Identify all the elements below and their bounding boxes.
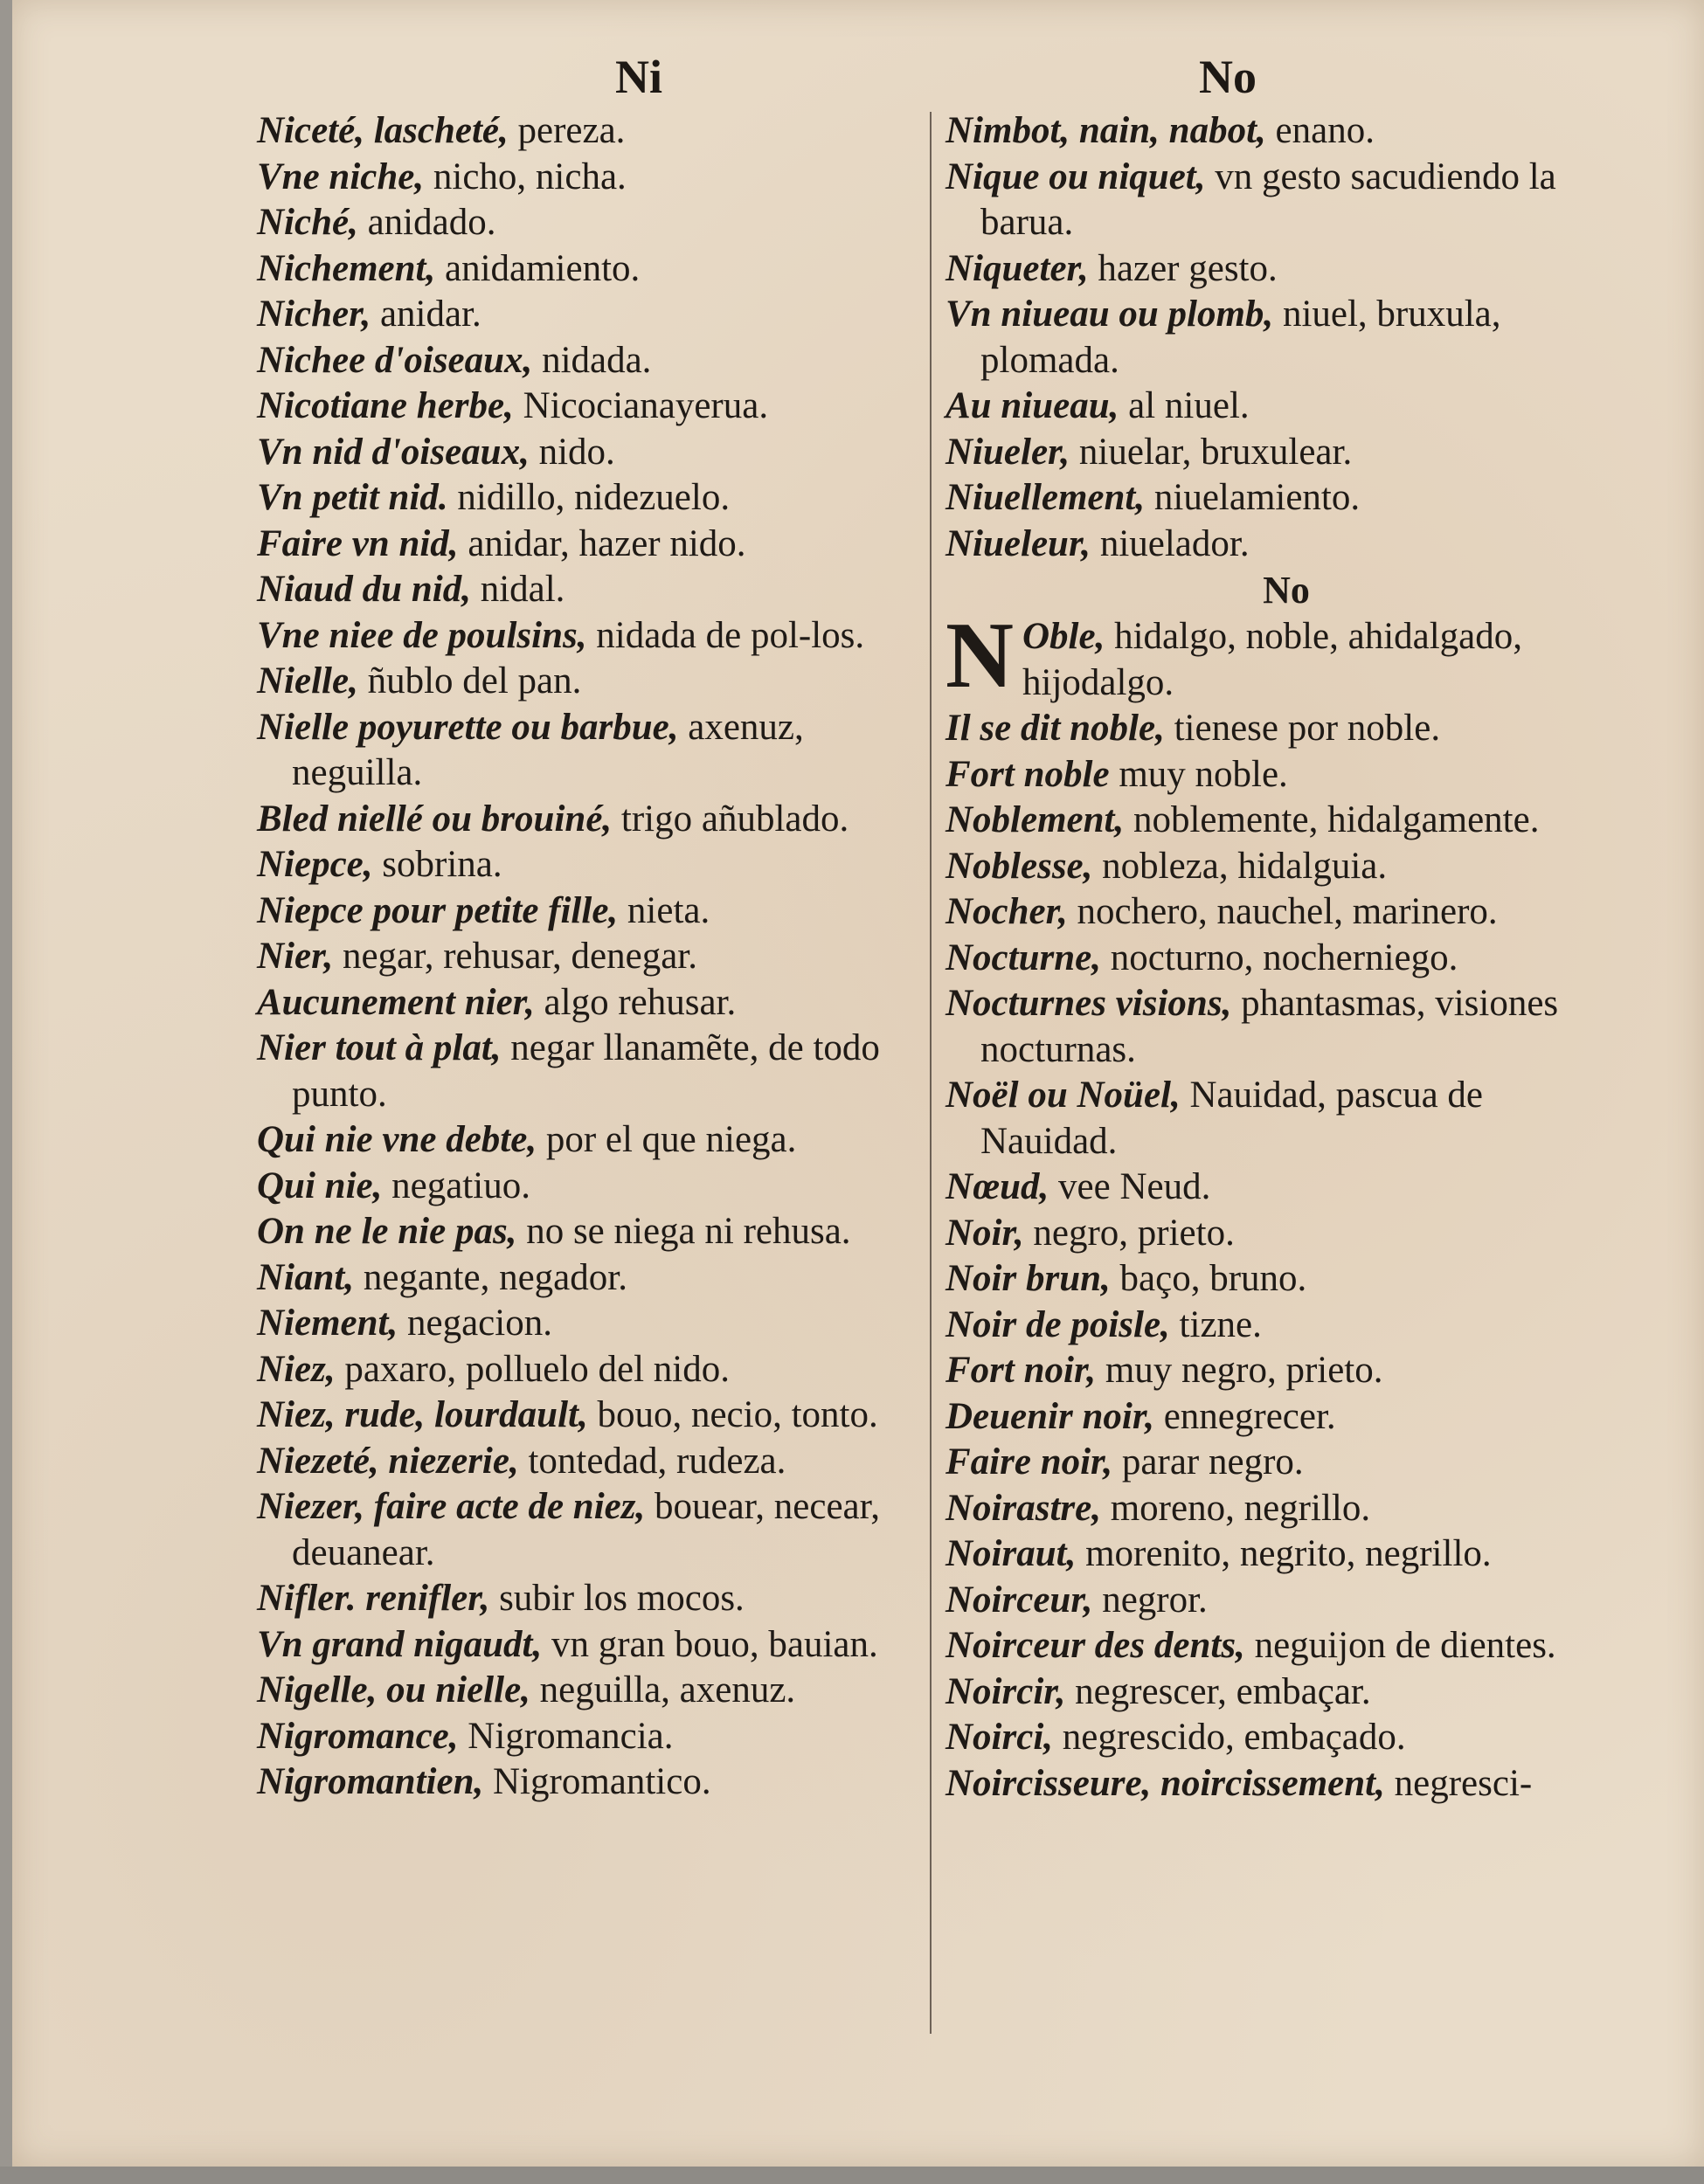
dictionary-entry [946,706,1627,752]
dictionary-entry [946,522,1627,568]
entry-definition: neguijon de dientes. [1244,1625,1556,1666]
dictionary-entry [946,1715,1627,1761]
dictionary-entry [257,1484,921,1576]
dictionary-entry [946,1303,1627,1349]
entry-definition: vn gesto sacudiendo la barua. [980,156,1556,243]
dictionary-entry [257,613,921,660]
dictionary-entry [257,1026,921,1117]
section-header: No [1263,569,1310,612]
entry-headword: Niché, [257,202,358,243]
entry-definition: negrescer, embaçar. [1065,1670,1371,1712]
entry-headword: Vne niee de poulsins, [257,614,587,656]
entry-headword: Nique ou niquet, [946,156,1206,197]
dictionary-entry [257,980,921,1026]
dictionary-entry [257,246,921,293]
entry-definition: negrescido, embaçado. [1053,1717,1406,1758]
entry-definition: paxaro, polluelo del nido. [335,1348,730,1390]
entry-headword: Nier, [257,936,334,977]
dictionary-entry [257,797,921,843]
entry-definition: niuelamiento. [1145,477,1361,518]
entry-definition: nieta. [618,889,710,931]
entry-definition: neguilla, axenuz. [530,1669,796,1711]
entry-headword: Vne niche, [257,156,425,197]
right-entries [946,108,1627,1807]
entry-headword: Noirceur des dents, [946,1625,1245,1666]
dictionary-entry [257,1255,921,1302]
entry-definition: tizne. [1169,1303,1262,1345]
entry-definition: negror. [1092,1579,1208,1621]
entry-definition: parar negro. [1112,1441,1304,1482]
dictionary-entry [946,384,1627,430]
drop-cap-letter: N [946,604,1014,708]
column-divider [930,112,932,2034]
entry-headword: Noël ou Noüel, [946,1075,1181,1116]
entry-headword: Vn nid d'oiseaux, [257,431,530,473]
dictionary-entry [946,752,1627,798]
entry-definition: algo rehusar. [534,981,737,1023]
entry-definition: negro, prieto. [1023,1212,1235,1254]
entry-definition: nidillo, nidezuelo. [447,477,731,518]
entry-headword: Niceté, lascheté, [257,110,509,151]
dictionary-entry [946,844,1627,890]
dictionary-entry [946,1669,1627,1716]
entry-headword: Deuenir noir, [946,1395,1154,1437]
dictionary-entry [257,522,921,568]
entry-headword: Qui nie, [257,1165,383,1206]
dictionary-entry [946,1256,1627,1303]
dictionary-entry [946,981,1627,1073]
dictionary-entry [257,1622,921,1669]
dictionary-entry [946,1578,1627,1624]
entry-headword: Noiraut, [946,1533,1077,1574]
dropcap-entry [946,604,1627,708]
entry-definition: anidar, hazer nido. [458,522,746,564]
entry-headword: Vn petit nid. [257,477,448,518]
entry-headword: Niuellement, [946,477,1146,518]
entry-headword: Niepce, [257,844,373,885]
entry-definition: Nigromantico. [483,1761,711,1802]
entry-headword: Vn grand nigaudt, [257,1623,543,1665]
dictionary-entry [946,1165,1627,1211]
entry-definition: negar llanamẽte, de todo punto. [292,1027,880,1115]
entry-definition: negante, negador. [354,1256,627,1298]
dictionary-entry [946,155,1627,246]
entry-definition: negacion. [398,1303,552,1344]
dictionary-entry [257,934,921,980]
entry-definition: nicho, nicha. [424,156,627,197]
entry-headword: Niepce pour petite fille, [257,889,619,931]
entry-headword: Nocturne, [946,936,1101,978]
entry-definition: nido. [529,431,615,473]
entry-headword: Noir de poisle, [946,1303,1170,1345]
entry-definition: noblemente, hidalgamente. [1124,799,1540,840]
dictionary-entry [257,292,921,338]
entry-headword: Nocher, [946,891,1068,932]
dictionary-entry [257,1714,921,1760]
dictionary-entry [257,338,921,384]
entry-headword: Niant, [257,1256,355,1298]
dictionary-entry [257,1164,921,1210]
entry-headword: Au niueau, [946,385,1119,426]
entry-headword: Niezer, faire acte de niez, [257,1486,646,1527]
entry-headword: Bled niellé ou brouiné, [257,798,613,840]
dictionary-entry [257,842,921,888]
entry-definition: hazer gesto. [1088,247,1278,289]
entry-headword: Noirastre, [946,1487,1101,1529]
entry-definition: niuelar, bruxulear. [1070,431,1353,473]
entry-headword: Faire vn nid, [257,522,459,564]
entry-definition: enano. [1265,110,1375,151]
entry-headword: Il se dit noble, [946,708,1165,749]
left-entries [257,108,921,1806]
entry-definition: axenuz, neguilla. [292,706,804,793]
dictionary-entry [257,475,921,522]
dictionary-entry [946,430,1627,476]
left-running-header: Ni [615,51,662,103]
entry-headword: Nielle, [257,660,358,702]
entry-definition: nidada. [532,339,652,381]
entry-headword: Noircisseure, noircissement, [946,1762,1385,1804]
dictionary-entry [257,1759,921,1806]
entry-headword: Noblesse, [946,845,1093,887]
entry-headword: Noir, [946,1212,1024,1254]
entry-definition: trigo añublado. [612,798,849,840]
dictionary-entry [946,1211,1627,1257]
dictionary-entry [946,475,1627,522]
dictionary-entry [257,567,921,613]
entry-definition: negar, rehusar, denegar. [333,936,697,977]
entry-definition: negatiuo. [382,1165,530,1206]
entry-definition: nocturno, nocherniego. [1100,936,1458,978]
entry-headword: Nigromantien, [257,1761,484,1802]
entry-headword: Niueler, [946,431,1070,473]
entry-headword: Nocturnes visions, [946,983,1232,1024]
dictionary-entry [257,705,921,797]
entry-headword: Niueleur, [946,522,1091,564]
dictionary-entry [257,1117,921,1164]
entry-definition: anidado. [357,202,496,243]
entry-definition: morenito, negrito, negrillo. [1076,1533,1492,1574]
dictionary-entry [257,200,921,246]
dictionary-entry [946,108,1627,155]
entry-definition: nidal. [470,569,565,610]
entry-definition: al niuel. [1119,385,1250,426]
dictionary-page [12,0,1704,2167]
dictionary-entry [257,155,921,201]
entry-headword: Nicher, [257,294,371,335]
entry-definition: niuelador. [1091,522,1250,564]
entry-definition: pereza. [508,110,626,151]
dictionary-entry [946,1531,1627,1578]
entry-headword: Nichee d'oiseaux, [257,339,533,381]
dictionary-entry [946,1348,1627,1394]
entry-definition: Nicocianayerua. [513,385,769,426]
dictionary-entry [257,1393,921,1439]
entry-definition: phantasmas, visiones nocturnas. [980,983,1559,1070]
entry-definition: ñublo del pan. [357,660,582,702]
entry-definition: subir los mocos. [489,1578,745,1619]
entry-definition: hidalgo, noble, ahidalgado, hijodalgo. [1022,616,1523,703]
entry-definition: nochero, nauchel, marinero. [1067,891,1498,932]
dictionary-entry [946,1623,1627,1669]
entry-definition: muy noble. [1109,753,1288,795]
dictionary-entry [257,1668,921,1714]
entry-headword: Nœud, [946,1166,1049,1207]
entry-headword: Noblement, [946,799,1125,840]
entry-definition: sobrina. [372,844,502,885]
entry-headword: Nier tout à plat, [257,1027,502,1068]
entry-headword: Oble, [1022,616,1105,657]
dictionary-entry [946,292,1627,384]
entry-headword: Nichement, [257,247,436,289]
entry-headword: Nimbot, nain, nabot, [946,110,1266,151]
entry-headword: Nigromance, [257,1715,459,1757]
entry-headword: Niezeté, niezerie, [257,1440,519,1482]
entry-definition: muy negro, prieto. [1096,1350,1383,1391]
entry-definition: negresci- [1384,1762,1533,1804]
scan-margin [0,2167,1704,2184]
dictionary-entry [257,1209,921,1255]
entry-headword: On ne le nie pas, [257,1211,517,1252]
entry-headword: Niement, [257,1303,398,1344]
entry-definition: anidar. [371,294,481,335]
entry-headword: Noircir, [946,1670,1066,1712]
entry-headword: Nifler. renifler, [257,1578,490,1619]
dictionary-entry [946,889,1627,936]
entry-definition: nidada de pol-los. [586,614,865,656]
entry-definition: anidamiento. [435,247,641,289]
dictionary-entry [946,246,1627,293]
entry-headword: Niqueter, [946,247,1089,289]
entry-definition: tontedad, rudeza. [518,1440,786,1482]
entry-headword: Faire noir, [946,1441,1113,1482]
dictionary-entry [257,1301,921,1347]
dictionary-entry [257,659,921,705]
entry-headword: Noirceur, [946,1579,1093,1621]
entry-definition: no se niega ni rehusa. [516,1211,851,1252]
dictionary-entry [257,1576,921,1622]
entry-definition: bouo, necio, tonto. [587,1394,878,1435]
dictionary-entry [257,108,921,155]
dictionary-entry [946,798,1627,844]
entry-headword: Fort noir, [946,1350,1097,1391]
entry-headword: Aucunement nier, [257,981,535,1023]
entry-definition: por el que niega. [537,1119,797,1160]
entry-definition: moreno, negrillo. [1100,1487,1371,1529]
entry-definition: vn gran bouo, bauian. [542,1623,878,1665]
dictionary-entry [257,888,921,935]
dictionary-entry [946,1073,1627,1165]
dictionary-entry [257,430,921,476]
entry-headword: Niaud du nid, [257,569,471,610]
dictionary-entry [946,1486,1627,1532]
entry-headword: Nielle poyurette ou barbue, [257,706,679,748]
entry-headword: Nigelle, ou nielle, [257,1669,530,1711]
dictionary-entry [946,1394,1627,1441]
dictionary-entry [946,936,1627,982]
entry-definition: baço, bruno. [1110,1258,1307,1299]
entry-definition: niuel, bruxula, plomada. [980,294,1501,381]
dictionary-entry [946,1761,1627,1807]
entry-definition: nobleza, hidalguia. [1092,845,1388,887]
entry-headword: Niez, [257,1348,336,1390]
entry-headword: Fort noble [946,753,1110,795]
entry-definition: Nigromancia. [458,1715,674,1757]
entry-definition: tienese por noble. [1164,708,1441,749]
dictionary-entry [257,384,921,430]
entry-headword: Noir brun, [946,1258,1111,1299]
entry-headword: Vn niueau ou plomb, [946,294,1274,335]
entry-headword: Noirci, [946,1717,1054,1758]
entry-headword: Niez, rude, lourdault, [257,1394,588,1435]
entry-headword: Nicotiane herbe, [257,385,514,426]
entry-definition: ennegrecer. [1153,1395,1336,1437]
entry-definition: Nauidad, pascua de Nauidad. [980,1075,1483,1162]
dictionary-entry [257,1439,921,1485]
entry-definition: bouear, necear, deuanear. [292,1486,880,1573]
dictionary-entry [946,1440,1627,1486]
entry-headword: Qui nie vne debte, [257,1119,537,1160]
right-running-header: No [1199,51,1257,103]
entry-definition: vee Neud. [1049,1166,1211,1207]
dictionary-entry [257,1347,921,1393]
